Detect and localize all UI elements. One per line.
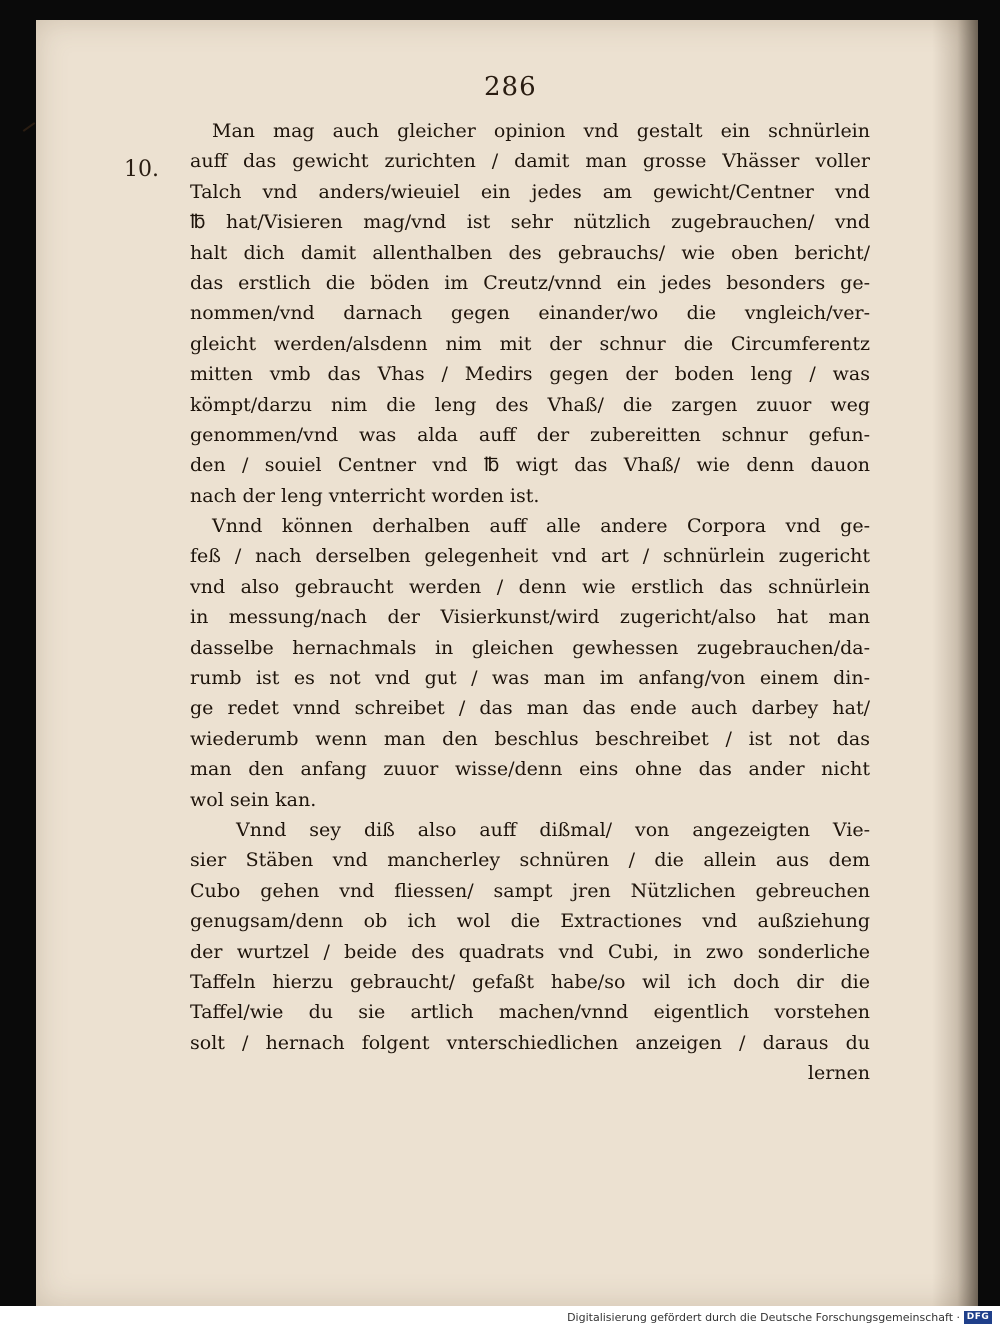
text-line: der wurtzel / beide des quadrats vnd Cubi, in zwo sonderliche — [190, 940, 870, 963]
text-line: Talch vnd anders/wieuiel ein jedes am gewicht/Centner vnd — [190, 180, 870, 203]
text-line: gleicht werden/alsdenn nim mit der schnur die Circumferentz — [190, 332, 870, 355]
text-line: kömpt/darzu nim die leng des Vhaß/ die zargen zuuor weg — [190, 393, 870, 416]
text-line: vnd also gebraucht werden / denn wie erstlich das schnürlein — [190, 575, 870, 598]
text-line: man den anfang zuuor wisse/denn eins ohne das ander nicht — [190, 758, 870, 781]
margin-line-number: 10. — [124, 157, 159, 182]
text-line: Taffel/wie du sie artlich machen/vnnd eigentlich vorstehen — [190, 1001, 870, 1024]
catchword: lernen — [807, 1062, 870, 1085]
text-line: Vnnd können derhalben auff alle andere Corpora vnd ge- — [212, 515, 870, 538]
body-text — [190, 116, 870, 1089]
text-line: feß / nach derselben gelegenheit vnd art / schnürlein zugericht — [190, 545, 870, 568]
text-line: das erstlich die böden im Creutz/vnnd ein jedes besonders ge- — [190, 271, 870, 294]
text-line: Man mag auch gleicher opinion vnd gestalt ein schnürlein — [212, 120, 870, 142]
text-line: mitten vmb das Vhas / Medirs gegen der boden leng / was — [190, 363, 870, 386]
text-line: auff das gewicht zurichten / damit man grosse Vhässer voller — [190, 150, 870, 173]
text-line: Taffeln hierzu gebraucht/ gefaßt habe/so wil ich doch dir die — [190, 970, 870, 993]
footer-bar — [0, 1306, 1000, 1330]
binding-shadow — [932, 20, 978, 1306]
text-line: genugsam/denn ob ich wol die Extractiones vnd außziehung — [190, 910, 870, 933]
text-line: halt dich damit allenthalben des gebrauchs/ wie oben bericht/ — [190, 241, 870, 264]
text-line: in messung/nach der Visierkunst/wird zugericht/also hat man — [190, 606, 870, 629]
text-line: ℔ hat/Visieren mag/vnd ist sehr nützlich zugebrauchen/ vnd — [190, 211, 870, 234]
text-line: wol sein kan. — [190, 788, 317, 811]
text-line: solt / hernach folgent vnterschiedlichen anzeigen / daraus du — [190, 1031, 870, 1054]
text-line: rumb ist es not vnd gut / was man im anfang/von einem din- — [190, 667, 870, 690]
text-line: sier Stäben vnd mancherley schnüren / die allein aus dem — [190, 849, 870, 872]
text-line: genommen/vnd was alda auff der zubereitten schnur gefun- — [190, 423, 870, 446]
text-line: den / souiel Centner vnd ℔ wigt das Vhaß/ wie denn dauon — [190, 454, 870, 477]
dfg-logo-icon: DFG — [964, 1311, 992, 1324]
text-line: nach der leng vnterricht worden ist. — [190, 484, 540, 507]
text-line: dasselbe hernachmals in gleichen gewhessen zugebrauchen/da- — [190, 636, 870, 659]
text-line: Cubo gehen vnd fliessen/ sampt jren Nützlichen gebreuchen — [190, 879, 870, 902]
text-line: ge redet vnnd schreibet / das man das ende auch darbey hat/ — [190, 697, 870, 720]
funding-credit: Digitalisierung gefördert durch die Deutsche Forschungsgemeinschaft · — [567, 1311, 960, 1324]
text-line: Vnnd sey diß also auff dißmal/ von angezeigten Vie- — [236, 818, 870, 841]
page-number: 286 — [484, 72, 537, 102]
text-line: wiederumb wenn man den beschlus beschreibet / ist not das — [190, 727, 870, 750]
text-line: nommen/vnd darnach gegen einander/wo die vngleich/ver- — [190, 302, 870, 325]
